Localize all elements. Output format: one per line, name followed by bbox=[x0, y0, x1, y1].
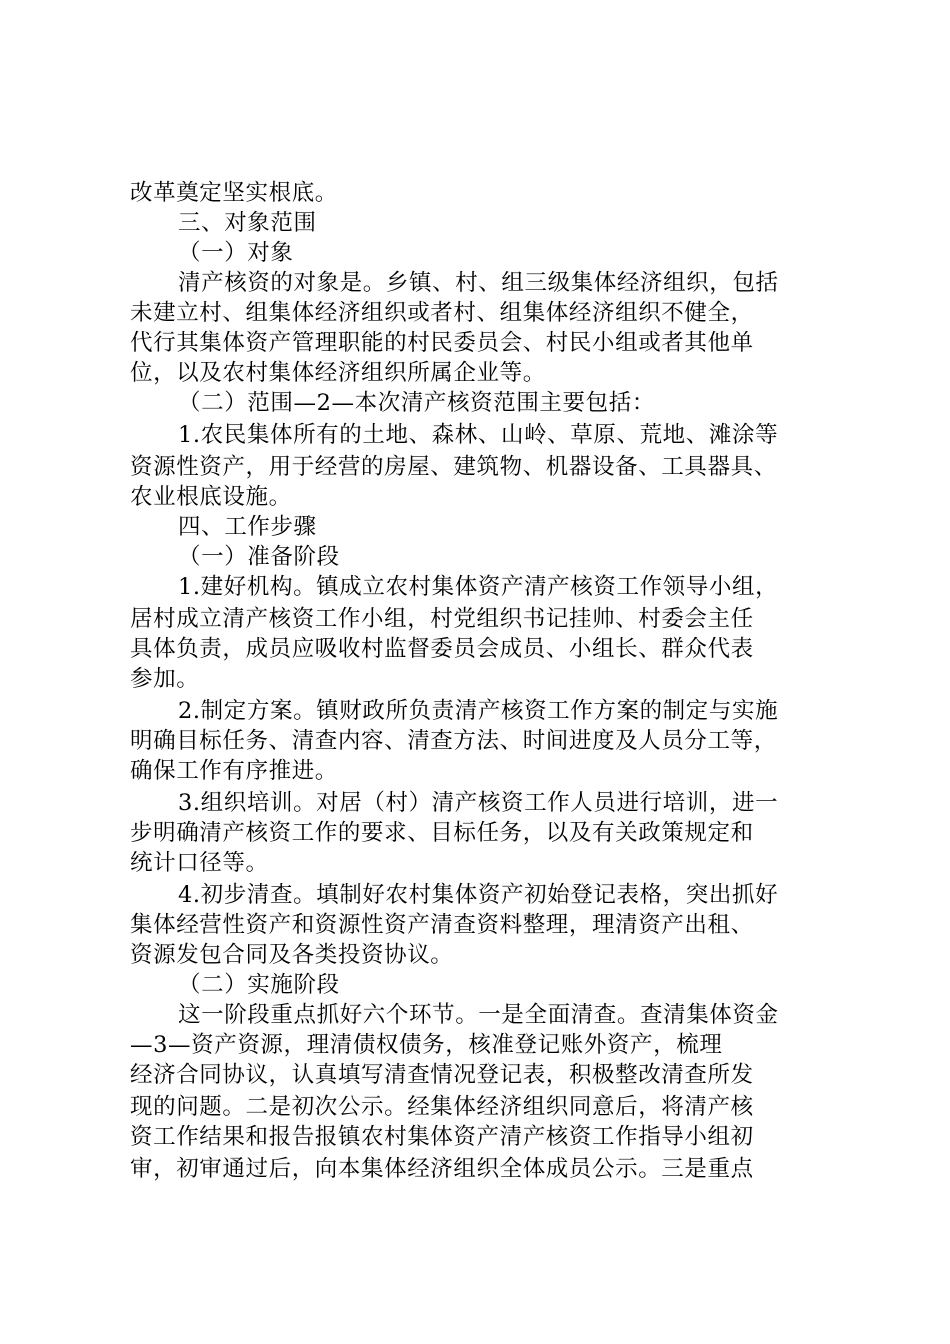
text-line: 具体负责，成员应吸收村监督委员会成员、小组长、群众代表 bbox=[130, 636, 754, 662]
text-line: 集体经营性资产和资源性资产清查资料整理，理清资产出租、 bbox=[130, 912, 754, 938]
text-line: 现的问题。二是初次公示。经集体经济组织同意后，将清产核 bbox=[130, 1094, 754, 1120]
text-line: 经济合同协议，认真填写清查情况登记表，积极整改清查所发 bbox=[130, 1062, 754, 1088]
text-line: 3.组织培训。对居（村）清产核资工作人员进行培训，进一 bbox=[178, 790, 779, 816]
text-line: 位，以及农村集体经济组织所属企业等。 bbox=[130, 360, 546, 386]
text-line: 参加。 bbox=[130, 666, 200, 692]
text-line: 资源性资产，用于经营的房屋、建筑物、机器设备、工具器具、 bbox=[130, 454, 777, 480]
text-line: 改革奠定坚实根底。 bbox=[130, 180, 338, 206]
subsection-heading: （二）范围—2—本次清产核资范围主要包括： bbox=[178, 390, 655, 416]
text-line: 这一阶段重点抓好六个环节。一是全面清查。查清集体资金 bbox=[178, 1002, 779, 1028]
text-line: 资源发包合同及各类投资协议。 bbox=[130, 942, 454, 968]
subsection-heading: （一）准备阶段 bbox=[178, 544, 340, 570]
text-line: 审，初审通过后，向本集体经济组织全体成员公示。三是重点 bbox=[130, 1156, 754, 1182]
text-line: 清产核资的对象是。乡镇、村、组三级集体经济组织，包括 bbox=[178, 270, 779, 296]
text-line: 明确目标任务、清查内容、清查方法、时间进度及人员分工等， bbox=[130, 728, 777, 754]
subsection-heading: （一）对象 bbox=[178, 240, 294, 266]
text-line: 未建立村、组集体经济组织或者村、组集体经济组织不健全， bbox=[130, 300, 754, 326]
text-line: 1.建好机构。镇成立农村集体资产清产核资工作领导小组， bbox=[178, 574, 779, 600]
text-line: 步明确清产核资工作的要求、目标任务，以及有关政策规定和 bbox=[130, 820, 754, 846]
text-line: 确保工作有序推进。 bbox=[130, 758, 338, 784]
text-line: 4.初步清查。填制好农村集体资产初始登记表格，突出抓好 bbox=[178, 882, 779, 908]
text-line: 代行其集体资产管理职能的村民委员会、村民小组或者其他单 bbox=[130, 330, 754, 356]
text-line: 居村成立清产核资工作小组，村党组织书记挂帅、村委会主任 bbox=[130, 606, 754, 632]
text-line: 农业根底设施。 bbox=[130, 484, 292, 510]
section-heading: 三、对象范围 bbox=[178, 210, 317, 236]
text-line: 1.农民集体所有的土地、森林、山岭、草原、荒地、滩涂等 bbox=[178, 422, 779, 448]
subsection-heading: （二）实施阶段 bbox=[178, 972, 340, 998]
section-heading: 四、工作步骤 bbox=[178, 514, 317, 540]
text-line: 统计口径等。 bbox=[130, 850, 269, 876]
text-line: 2.制定方案。镇财政所负责清产核资工作方案的制定与实施 bbox=[178, 698, 779, 724]
text-line: —3—资产资源，理清债权债务，核准登记账外资产，梳理 bbox=[130, 1032, 723, 1058]
text-line: 资工作结果和报告报镇农村集体资产清产核资工作指导小组初 bbox=[130, 1124, 754, 1150]
